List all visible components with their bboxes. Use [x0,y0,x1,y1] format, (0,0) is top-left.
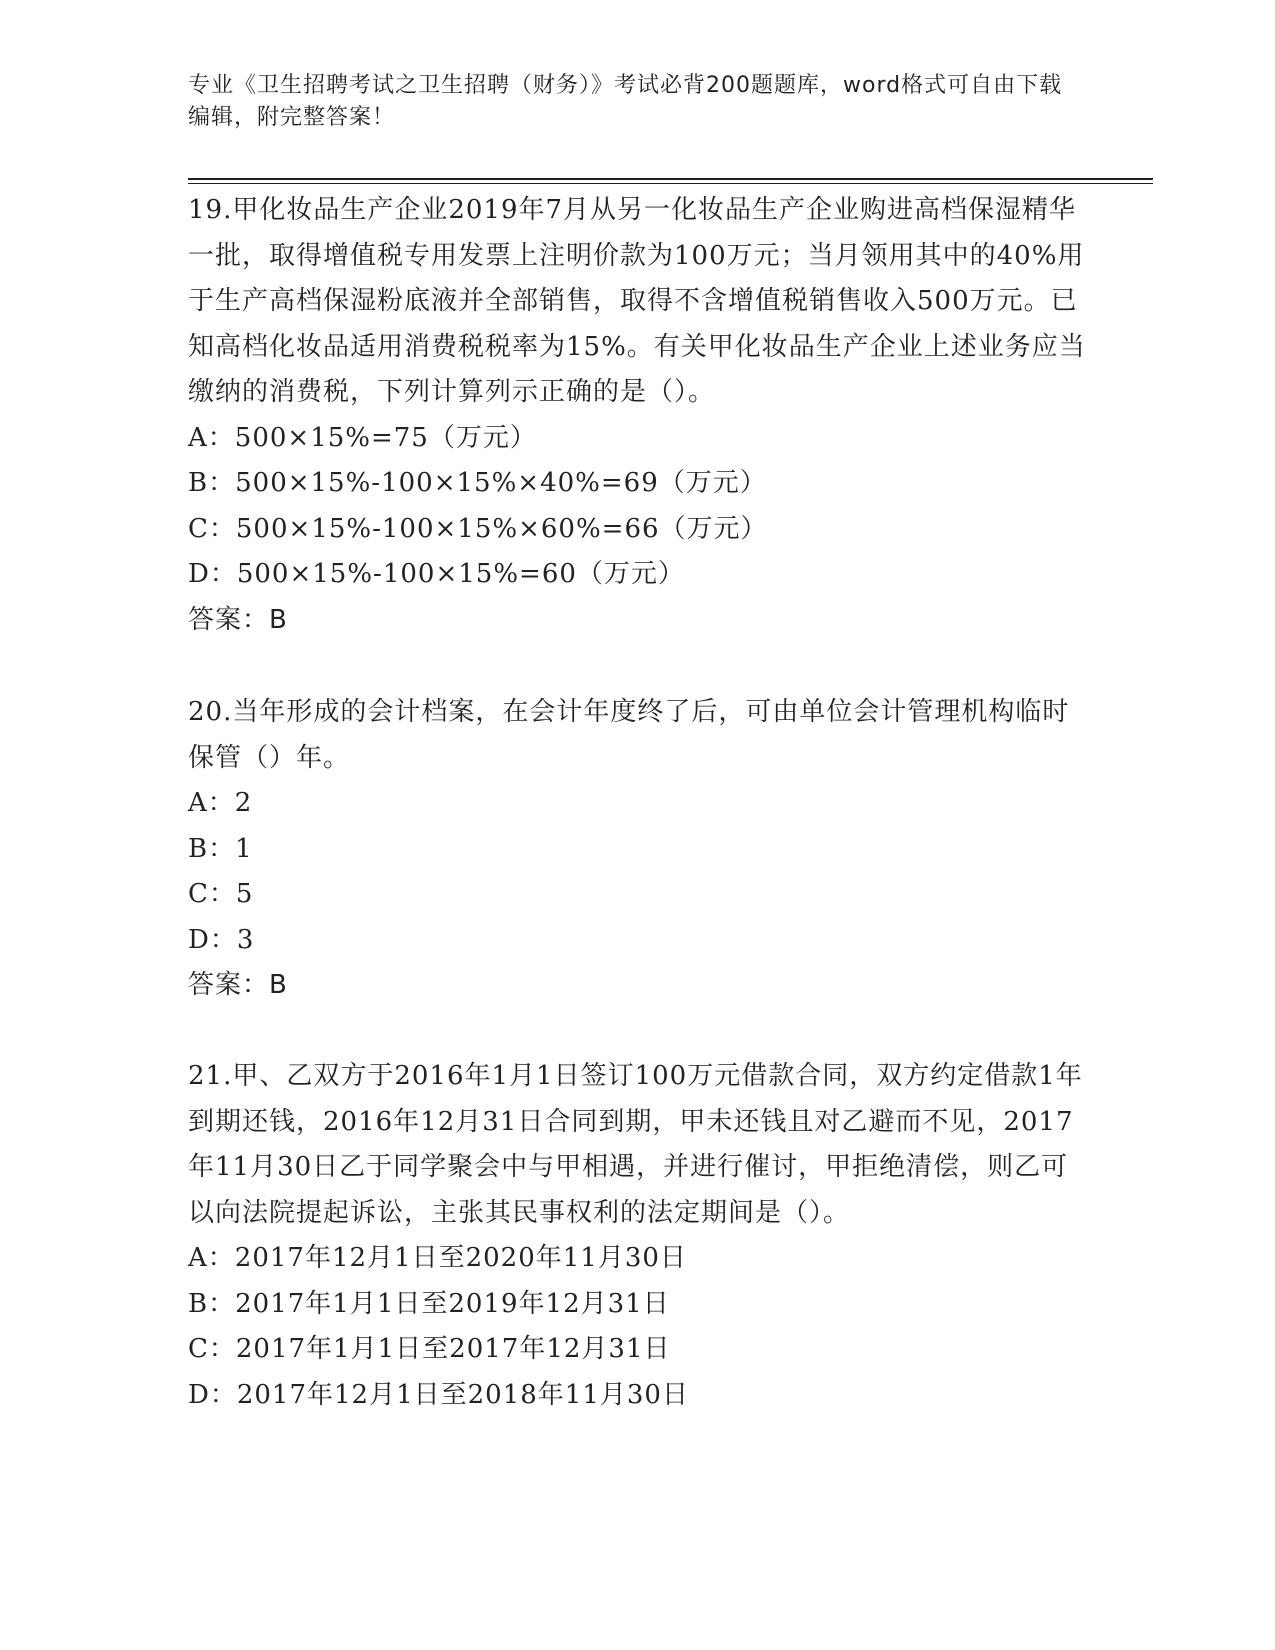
option-d: D：3 [188,924,255,955]
option-a: A：2 [188,788,253,818]
option-a: A：2017年12月1日至2020年11月30日 [188,1243,687,1273]
answer-line: 答案：B [188,970,288,1000]
question-21 [188,1054,1088,1418]
option-c: C：500×15%-100×15%×60%=66（万元） [188,513,768,544]
option-c: C：2017年1月1日至2017年12月31日 [188,1334,671,1364]
answer-line: 答案：B [188,604,288,635]
option-b: B：500×15%-100×15%×40%=69（万元） [188,468,767,498]
document-header: 专业《卫生招聘考试之卫生招聘（财务）》考试必背200题题库，word格式可自由下载编辑，附完整答案！ [188,73,1063,130]
option-c: C：5 [188,879,254,909]
header-divider-thick [188,178,1153,180]
option-a: A：500×15%=75（万元） [188,422,537,453]
option-b: B：1 [188,833,253,864]
question-20 [188,690,1088,1009]
option-b: B：2017年1月1日至2019年12月31日 [188,1288,670,1319]
option-d: D：500×15%-100×15%=60（万元） [188,559,685,589]
question-stem: 20.当年形成的会计档案，在会计年度终了后，可由单位会计管理机构临时保管（）年。 [188,697,1070,773]
option-d: D：2017年12月1日至2018年11月30日 [188,1379,689,1410]
question-stem: 19.甲化妆品生产企业2019年7月从另一化妆品生产企业购进高档保湿精华一批，取得增值税专用发票上注明价款为100万元；当月领用其中的40%用于生产高档保湿粉底液并全部销售，取得不含增值税销售收入500万元。已知高档化妆品适用消费税税率为15%。有关甲化妆品生产企业上述业务应当缴纳的消费税，下列计算列示正确的是（）。 [188,195,1086,407]
question-19 [188,188,1088,643]
header-divider-thin [188,183,1153,184]
question-stem: 21.甲、乙双方于2016年1月1日签订100万元借款合同，双方约定借款1年到期还钱，2016年12月31日合同到期，甲未还钱且对乙避而不见，2017年11月30日乙于同学聚会中与甲相遇，并进行催讨，甲拒绝清偿，则乙可以向法院提起诉讼，主张其民事权利的法定期间是（）。 [188,1061,1083,1228]
